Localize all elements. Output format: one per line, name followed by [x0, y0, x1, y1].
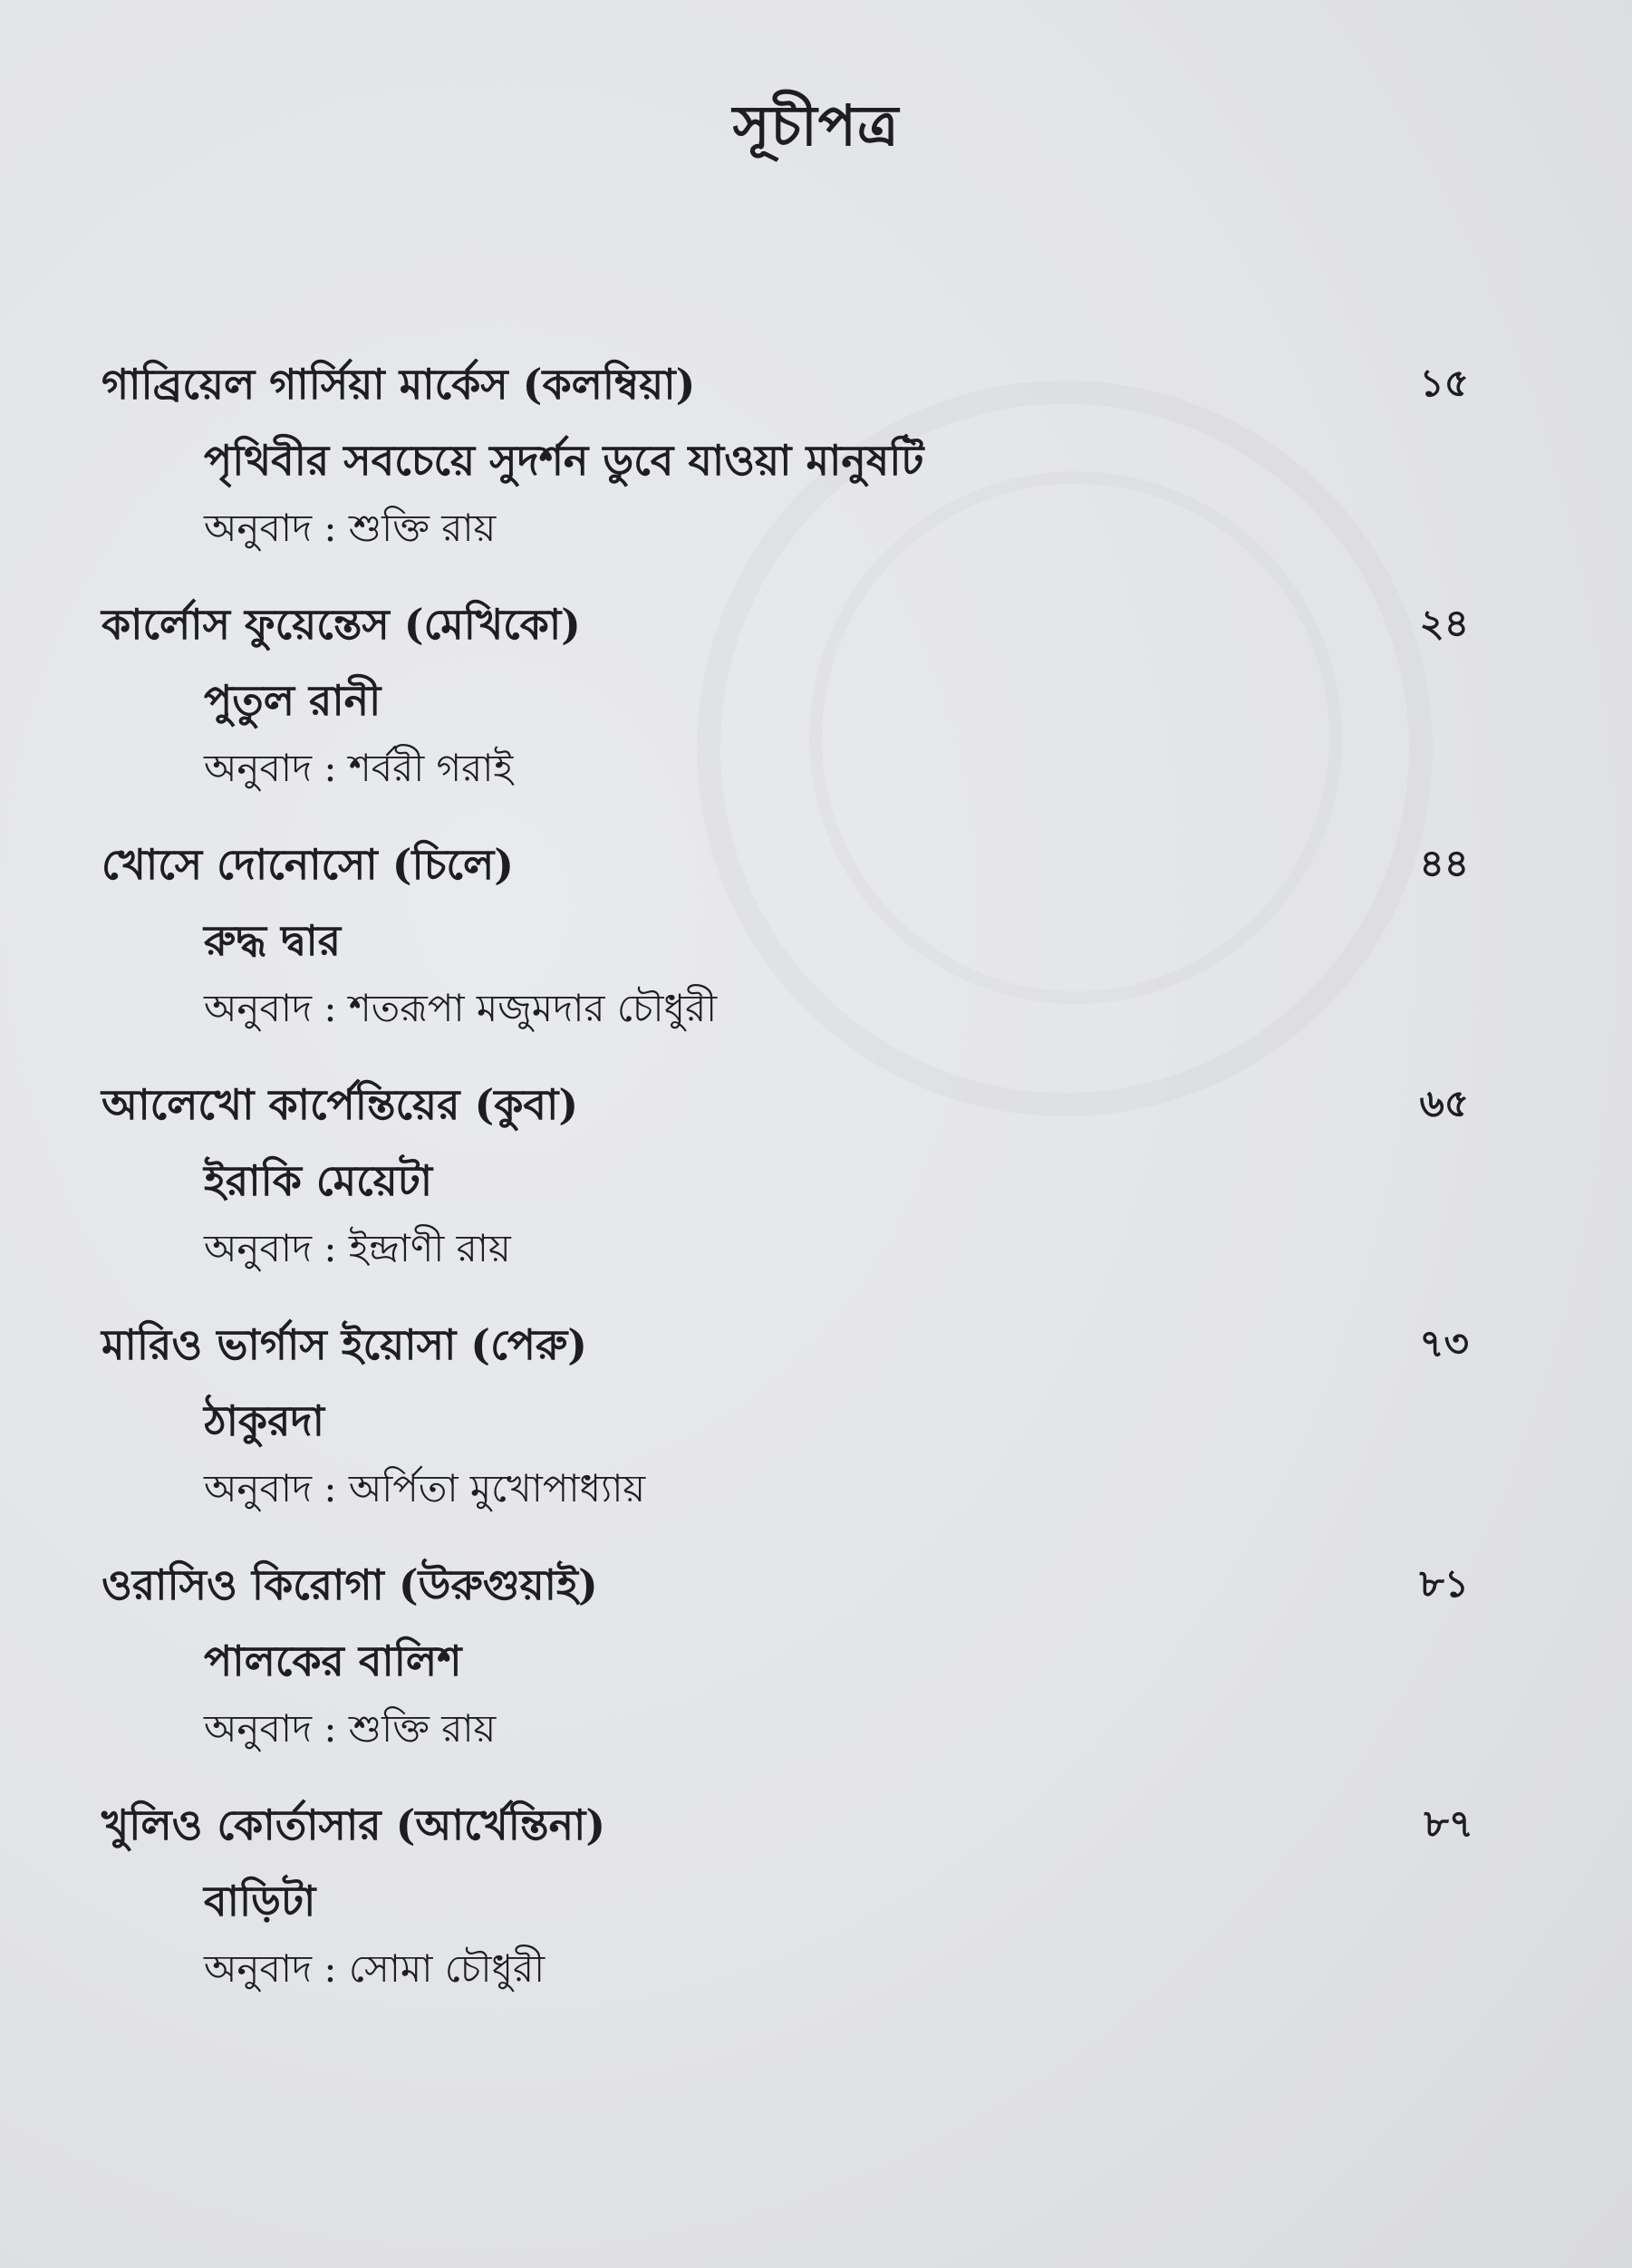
- toc-entry: [0, 353, 1632, 594]
- story-title: বাড়িটা: [204, 1877, 316, 1925]
- page-number: ৪৪: [1419, 841, 1469, 885]
- page-number: ৬৫: [1419, 1081, 1469, 1125]
- translator-credit: অনুবাদ : শুক্তি রায়: [204, 506, 497, 550]
- toc-entry: [0, 834, 1632, 1074]
- story-title: ঠাকুরদা: [204, 1396, 324, 1445]
- toc-entry: [0, 1554, 1632, 1794]
- story-title: রুদ্ধ দ্বার: [204, 916, 342, 965]
- page-number: ২৪: [1419, 601, 1469, 645]
- translator-credit: অনুবাদ : সোমা চৌধুরী: [204, 1946, 546, 1991]
- translator-credit: অনুবাদ : অর্পিতা মুখোপাধ্যায়: [204, 1466, 646, 1510]
- translator-credit: অনুবাদ : শুক্তি রায়: [204, 1706, 497, 1751]
- author-name: গাব্রিয়েল গার্সিয়া মার্কেস (কলম্বিয়া): [101, 360, 696, 409]
- table-of-contents: [0, 353, 1632, 2034]
- page-number: ৮৭: [1424, 1801, 1473, 1846]
- author-name: মারিও ভার্গাস ইয়োসা (পেরু): [101, 1320, 588, 1369]
- story-title: পালকের বালিশ: [204, 1636, 462, 1685]
- page-number: ৭৩: [1419, 1321, 1469, 1366]
- story-title: পৃথিবীর সবচেয়ে সুদর্শন ডুবে যাওয়া মানুষটি: [204, 436, 924, 485]
- translator-credit: অনুবাদ : শতরূপা মজুমদার চৌধুরী: [204, 986, 718, 1030]
- translator-credit: অনুবাদ : শর্বরী গরাই: [204, 746, 514, 790]
- toc-entry: [0, 1314, 1632, 1554]
- author-name: ওরাসিও কিরোগা (উরুগুয়াই): [101, 1560, 598, 1609]
- page-title: সূচীপত্র: [732, 92, 900, 159]
- page-number: ১৫: [1419, 361, 1469, 405]
- author-name: কার্লোস ফুয়েন্তেস (মেখিকো): [101, 600, 581, 649]
- toc-entry: [0, 1794, 1632, 2034]
- page-number: ৮১: [1419, 1561, 1469, 1606]
- author-name: আলেখো কার্পেন্তিয়ের (কুবা): [101, 1080, 579, 1129]
- toc-entry: [0, 1074, 1632, 1314]
- toc-entry: [0, 594, 1632, 834]
- author-name: খুলিও কোর্তাসার (আর্খেন্তিনা): [101, 1800, 606, 1849]
- author-name: খোসে দোনোসো (চিলে): [101, 840, 515, 889]
- translator-credit: অনুবাদ : ইন্দ্রাণী রায়: [204, 1226, 511, 1270]
- story-title: পুতুল রানী: [204, 676, 381, 725]
- story-title: ইরাকি মেয়েটা: [204, 1156, 433, 1205]
